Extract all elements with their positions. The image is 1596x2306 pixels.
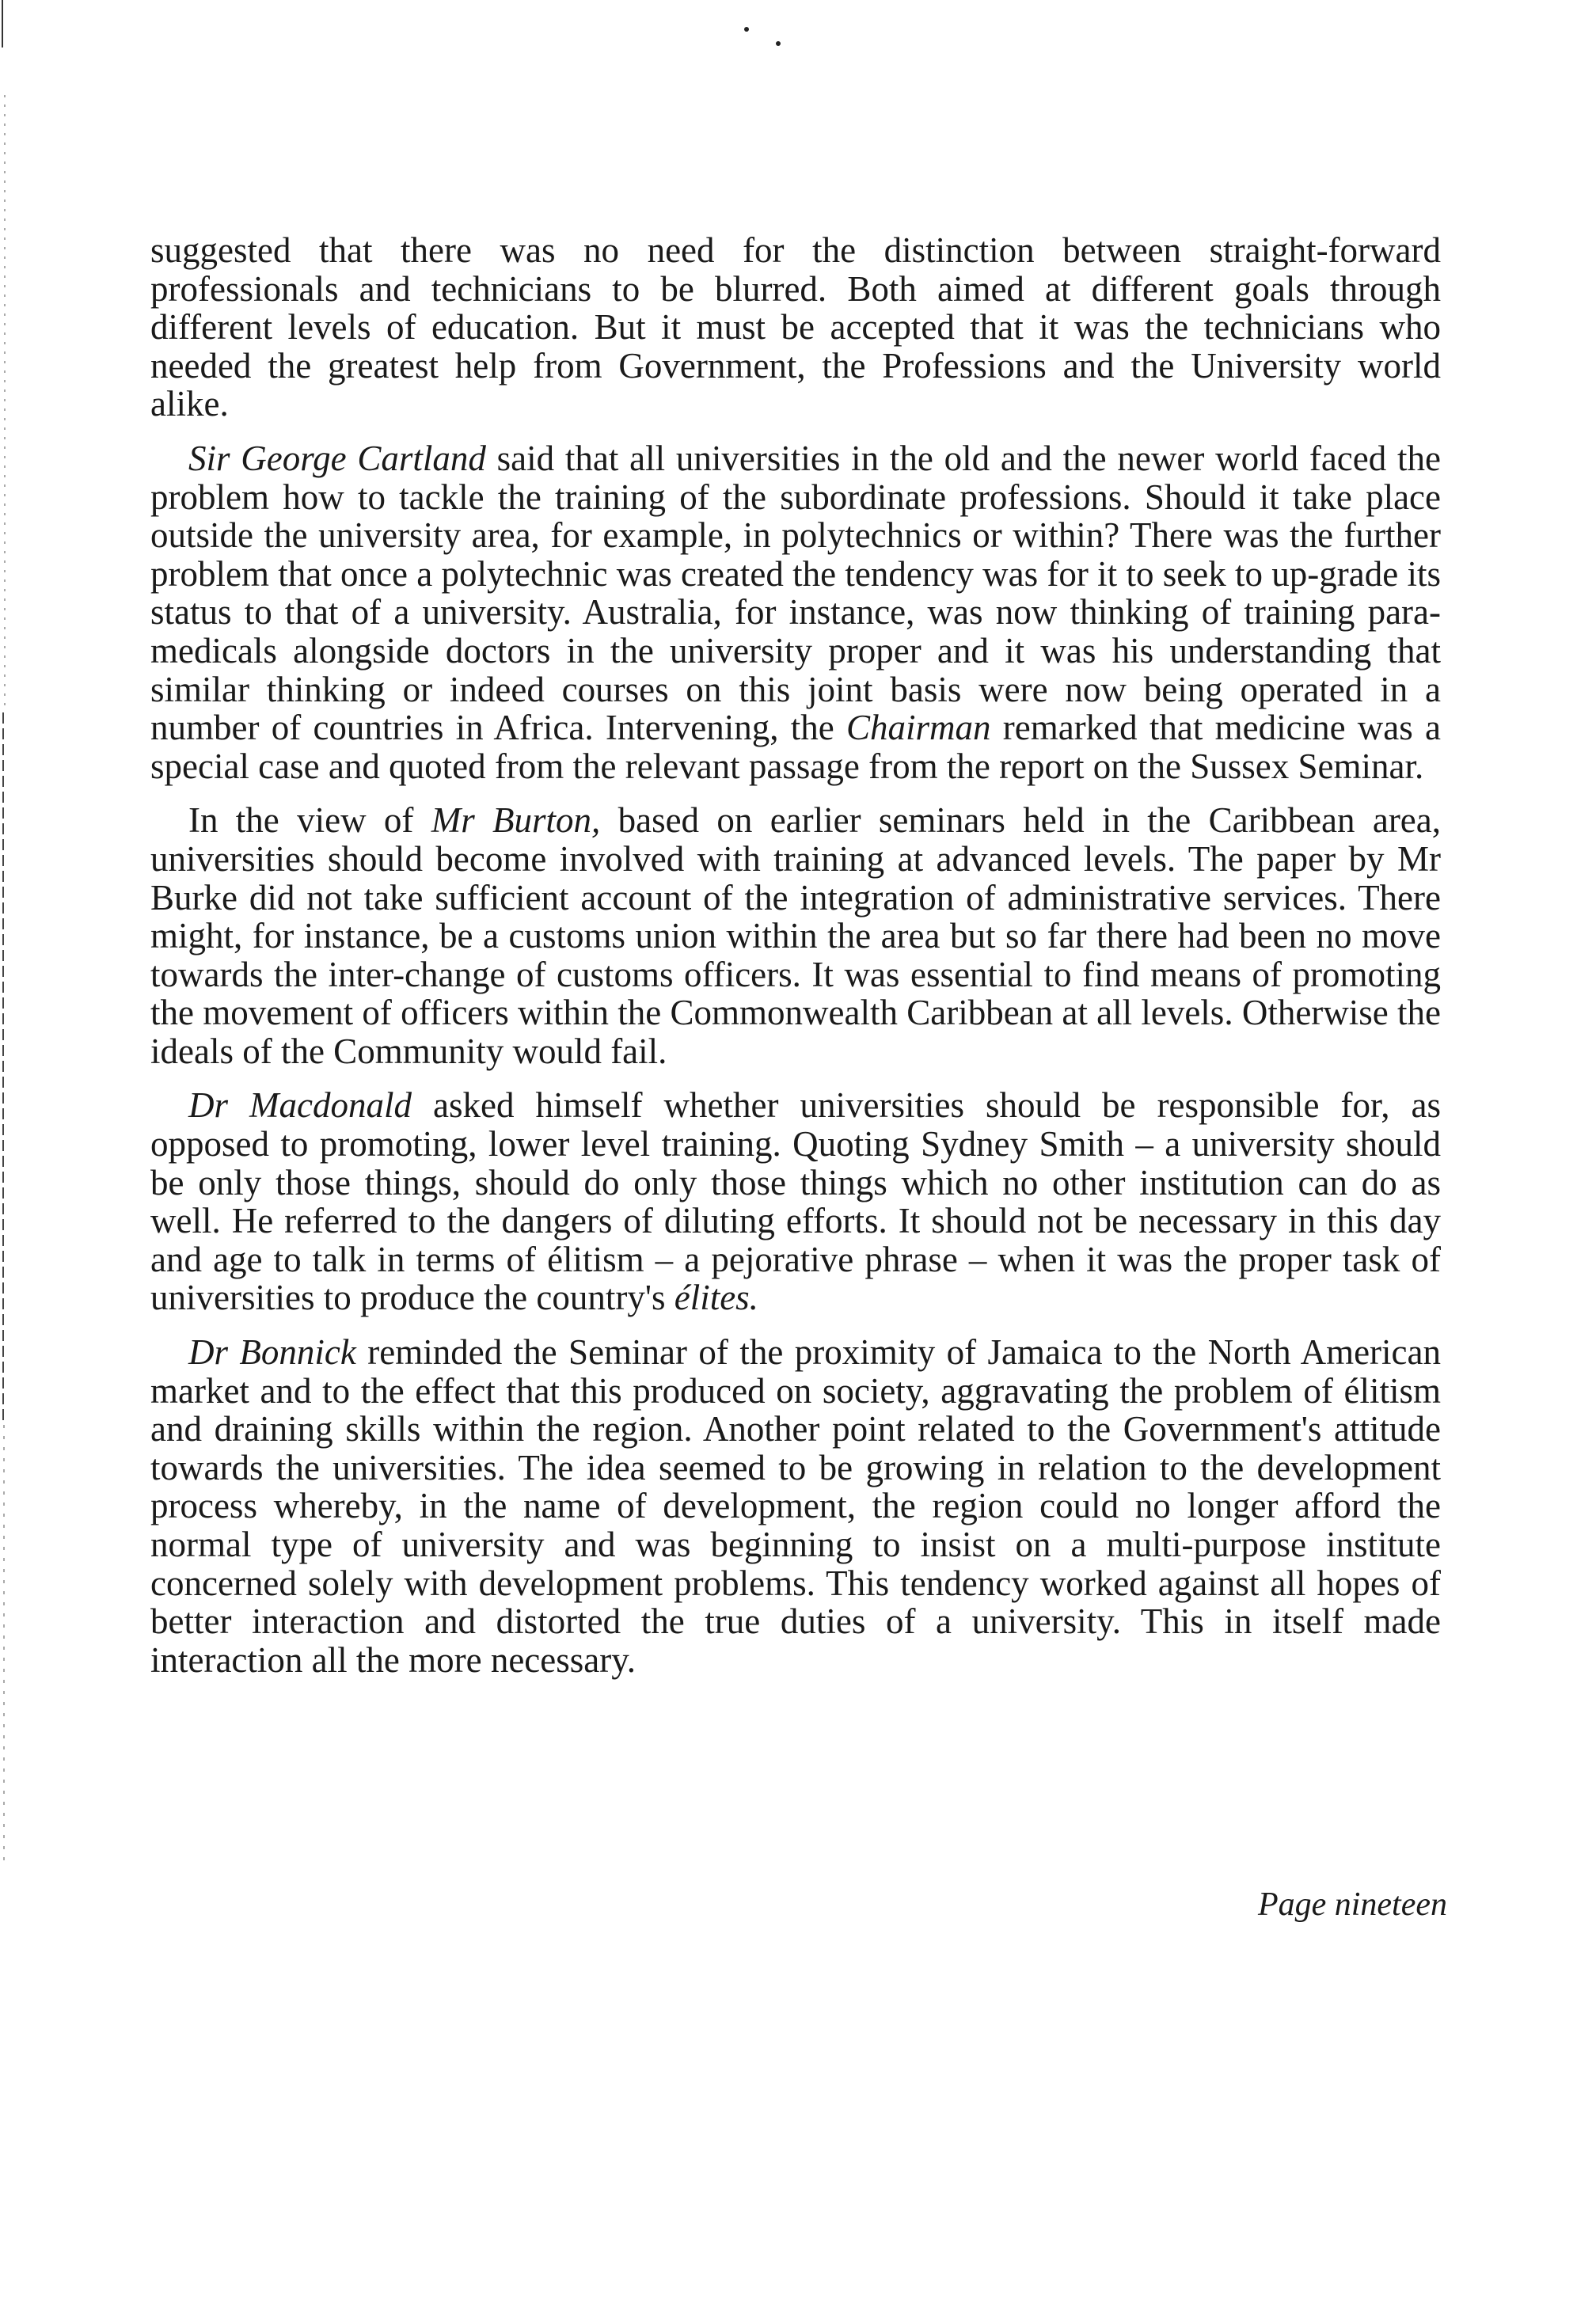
paragraph-3 [150, 801, 1441, 1070]
paragraph-3-intro: In the view of [188, 800, 431, 841]
scan-dot-top-2 [776, 41, 781, 46]
paragraph-2-text-b: remarked that medicine was a special case and quoted from the relevant passage from the report on the Sussex Seminar. [150, 708, 1441, 786]
page-number: Page nineteen [1257, 1886, 1447, 1923]
paragraph-2-text-a: said that all universities in the old and the newer world faced the problem how to tackle the training of the subordinate professions. Should it take place outside the university area, for example, in polytechnics or within? There was the further problem that once a polytechnic was created the tendency was for it to seek to up-grade its status to that of a university. Australia, for instance, was now thinking of training para-medicals alongside doctors in the university proper and it was his understanding that similar thinking or indeed courses on this joint basis were now being operated in a number of countries in Africa. Intervening, the [150, 438, 1441, 748]
paragraph-1 [150, 231, 1441, 424]
speaker-burton: Mr Burton, [431, 800, 601, 841]
paragraph-4 [150, 1086, 1441, 1317]
speaker-cartland: Sir George Cartland [188, 438, 486, 478]
speaker-macdonald: Dr Macdonald [188, 1085, 412, 1126]
elites-italic: élites. [674, 1278, 758, 1318]
paragraph-2 [150, 439, 1441, 785]
scan-dot-top [744, 27, 749, 32]
paragraph-5 [150, 1333, 1441, 1679]
speaker-bonnick: Dr Bonnick [188, 1332, 356, 1373]
speaker-chairman: Chairman [846, 708, 991, 748]
paragraph-1-text: suggested that there was no need for the distinction between straight-forward professionals and technicians to be blurred. Both aimed at different goals through different levels of education. But it must be accepted that it was the technicians who needed the greatest help from Government, the Professions and the University world alike. [150, 230, 1441, 424]
paragraph-4-text: asked himself whether universities should be responsible for, as opposed to promoting, lower level training. Quoting Sydney Smith – a university should be only those things, should do only those things which no other institution can do as well. He referred to the dangers of diluting efforts. It should not be necessary in this day and age to talk in terms of élitism – a pejorative phrase – when it was the proper task of universities to produce the country's [150, 1085, 1441, 1318]
paragraph-5-text: reminded the Seminar of the proximity of Jamaica to the North American market and to the effect that this produced on society, aggravating the problem of élitism and draining skills within the region. Another point related to the Government's attitude towards the universities. The idea seemed to be growing in relation to the development process whereby, in the name of development, the region could no longer afford the normal type of university and was beginning to insist on a multi-purpose institute concerned solely with development problems. This tendency worked against all hopes of better interaction and distorted the true duties of a university. This in itself made interaction all the more necessary. [150, 1332, 1441, 1680]
scan-edge-marks [0, 0, 11, 2302]
document-body [150, 231, 1441, 1695]
scan-edge-artifact [0, 0, 11, 2302]
paragraph-3-text: based on earlier seminars held in the Caribbean area, universities should become involved with training at advanced levels. The paper by Mr Burke did not take sufficient account of the integration of administrative services. There might, for instance, be a customs union within the area but so far there had been no move towards the inter-change of customs officers. It was essential to find means of promoting the movement of officers within the Commonwealth Caribbean at all levels. Otherwise the ideals of the Community would fail. [150, 800, 1441, 1071]
